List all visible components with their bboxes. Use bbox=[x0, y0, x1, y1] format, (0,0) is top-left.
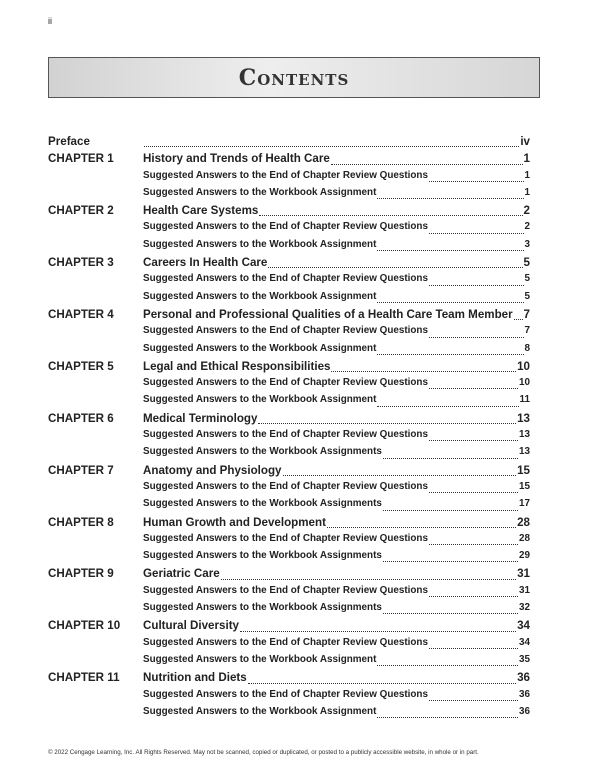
dot-leader bbox=[429, 232, 524, 234]
subsection-title: Suggested Answers to the End of Chapter Review Questions bbox=[143, 169, 428, 181]
page-ref: 7 bbox=[523, 307, 530, 321]
chapter-title: Cultural Diversity bbox=[143, 619, 239, 633]
page-ref: 15 bbox=[519, 480, 530, 492]
subsection-title: Suggested Answers to the End of Chapter Review Questions bbox=[143, 221, 428, 233]
dot-leader bbox=[377, 405, 518, 407]
dot-leader bbox=[259, 214, 522, 216]
toc-row-subsection[interactable] bbox=[48, 585, 530, 602]
page-ref: 5 bbox=[524, 290, 530, 302]
toc-row-subsection[interactable] bbox=[48, 343, 530, 360]
dot-leader bbox=[429, 595, 518, 597]
dot-leader bbox=[383, 560, 518, 562]
dot-leader bbox=[429, 387, 518, 389]
page-ref: 13 bbox=[519, 446, 530, 458]
page-ref: 31 bbox=[517, 567, 530, 581]
chapter-title: Medical Terminology bbox=[143, 411, 258, 425]
chapter-title: Geriatric Care bbox=[143, 567, 220, 581]
page-ref: 1 bbox=[523, 152, 530, 166]
dot-leader bbox=[327, 526, 516, 528]
dot-leader bbox=[429, 439, 518, 441]
page-ref: 7 bbox=[524, 325, 530, 337]
toc-row-subsection[interactable] bbox=[48, 602, 530, 619]
page-ref: 11 bbox=[519, 394, 530, 406]
page-ref: 3 bbox=[524, 238, 530, 250]
page-ref: 17 bbox=[519, 498, 530, 510]
dot-leader bbox=[258, 422, 516, 424]
dot-leader bbox=[268, 266, 522, 268]
toc-row-chapter[interactable] bbox=[48, 412, 530, 429]
chapter-title: Personal and Professional Qualities of a Health Care Team Member bbox=[143, 307, 513, 321]
dot-leader bbox=[383, 509, 518, 511]
page-ref: 8 bbox=[524, 342, 530, 354]
toc-row-subsection[interactable] bbox=[48, 187, 530, 204]
subsection-title: Suggested Answers to the End of Chapter Review Questions bbox=[143, 273, 428, 285]
chapter-label: CHAPTER 6 bbox=[48, 411, 114, 425]
chapter-title: Anatomy and Physiology bbox=[143, 463, 282, 477]
dot-leader bbox=[429, 284, 524, 286]
page-ref: 5 bbox=[524, 273, 530, 285]
dot-leader bbox=[383, 612, 518, 614]
dot-leader bbox=[331, 163, 523, 165]
subsection-title: Suggested Answers to the Workbook Assignment bbox=[143, 290, 377, 302]
chapter-title: Human Growth and Development bbox=[143, 515, 326, 529]
toc-row-subsection[interactable] bbox=[48, 533, 530, 550]
subsection-title: Suggested Answers to the Workbook Assignments bbox=[143, 446, 382, 458]
toc-row-chapter[interactable] bbox=[48, 516, 530, 533]
chapter-title: Legal and Ethical Responsibilities bbox=[143, 359, 331, 373]
toc-row-preface[interactable] bbox=[48, 135, 530, 152]
page-ref: iv bbox=[520, 135, 530, 148]
toc-row-subsection[interactable] bbox=[48, 429, 530, 446]
toc-row-subsection[interactable] bbox=[48, 446, 530, 463]
toc-row-chapter[interactable] bbox=[48, 308, 530, 325]
subsection-title: Suggested Answers to the Workbook Assignment bbox=[143, 342, 377, 354]
chapter-label: CHAPTER 5 bbox=[48, 359, 114, 373]
toc-row-chapter[interactable] bbox=[48, 204, 530, 221]
subsection-title: Suggested Answers to the End of Chapter Review Questions bbox=[143, 532, 428, 544]
toc-row-subsection[interactable] bbox=[48, 377, 530, 394]
chapter-label: CHAPTER 10 bbox=[48, 619, 121, 633]
subsection-title: Suggested Answers to the End of Chapter Review Questions bbox=[143, 688, 428, 700]
toc-row-subsection[interactable] bbox=[48, 291, 530, 308]
dot-leader bbox=[283, 474, 517, 476]
subsection-title: Suggested Answers to the Workbook Assignments bbox=[143, 498, 382, 510]
chapter-label: CHAPTER 1 bbox=[48, 152, 114, 166]
subsection-title: Suggested Answers to the End of Chapter Review Questions bbox=[143, 584, 428, 596]
page-ref: 36 bbox=[519, 705, 530, 717]
dot-leader bbox=[377, 353, 523, 355]
chapter-label: CHAPTER 9 bbox=[48, 567, 114, 581]
subsection-title: Suggested Answers to the Workbook Assignment bbox=[143, 238, 377, 250]
chapter-label: CHAPTER 3 bbox=[48, 256, 114, 270]
page-ref: 31 bbox=[519, 584, 530, 596]
toc-row-subsection[interactable] bbox=[48, 273, 530, 290]
page-ref: 32 bbox=[519, 602, 530, 614]
chapter-label: CHAPTER 2 bbox=[48, 204, 114, 218]
toc-row-subsection[interactable] bbox=[48, 498, 530, 515]
page-ref: 28 bbox=[519, 532, 530, 544]
subsection-title: Suggested Answers to the Workbook Assignment bbox=[143, 653, 377, 665]
chapter-title: Nutrition and Diets bbox=[143, 671, 247, 685]
page-ref: 35 bbox=[519, 653, 530, 665]
chapter-title: Careers In Health Care bbox=[143, 256, 268, 270]
dot-leader bbox=[377, 249, 523, 251]
toc-row-subsection[interactable] bbox=[48, 550, 530, 567]
toc-row-subsection[interactable] bbox=[48, 706, 530, 723]
page-ref: 2 bbox=[524, 221, 530, 233]
subsection-title: Suggested Answers to the Workbook Assignment bbox=[143, 705, 377, 717]
page-ref: 13 bbox=[517, 411, 530, 425]
chapter-label: CHAPTER 4 bbox=[48, 307, 114, 321]
page-ref: 1 bbox=[524, 186, 530, 198]
toc-row-chapter[interactable] bbox=[48, 619, 530, 636]
chapter-label: CHAPTER 11 bbox=[48, 671, 120, 685]
chapter-title: History and Trends of Health Care bbox=[143, 152, 330, 166]
dot-leader bbox=[429, 699, 518, 701]
page-ref: 10 bbox=[519, 377, 530, 389]
dot-leader bbox=[514, 318, 523, 320]
dot-leader bbox=[377, 716, 518, 718]
page-number: ii bbox=[48, 16, 52, 26]
subsection-title: Suggested Answers to the End of Chapter Review Questions bbox=[143, 325, 428, 337]
page-ref: 36 bbox=[519, 688, 530, 700]
chapter-label: CHAPTER 8 bbox=[48, 515, 114, 529]
toc-row-chapter[interactable] bbox=[48, 464, 530, 481]
toc-row-subsection[interactable] bbox=[48, 394, 530, 411]
subsection-title: Suggested Answers to the End of Chapter Review Questions bbox=[143, 429, 428, 441]
page-ref: 2 bbox=[523, 204, 530, 218]
subsection-title: Suggested Answers to the End of Chapter Review Questions bbox=[143, 377, 428, 389]
subsection-title: Suggested Answers to the Workbook Assignment bbox=[143, 186, 377, 198]
page-title: Contents bbox=[238, 64, 350, 91]
toc-row-subsection[interactable] bbox=[48, 654, 530, 671]
dot-leader bbox=[331, 370, 516, 372]
chapter-title: Health Care Systems bbox=[143, 204, 259, 218]
page-ref: 28 bbox=[517, 515, 530, 529]
dot-leader bbox=[240, 630, 516, 632]
toc-row-subsection[interactable] bbox=[48, 325, 530, 342]
dot-leader bbox=[377, 301, 523, 303]
chapter-label: CHAPTER 7 bbox=[48, 463, 114, 477]
page-ref: 13 bbox=[519, 429, 530, 441]
preface-label: Preface bbox=[48, 135, 90, 148]
page-ref: 34 bbox=[517, 619, 530, 633]
copyright-footer: © 2022 Cengage Learning, Inc. All Rights Reserved. May not be scanned, copied or duplicated, or posted to a publicly accessible website, in whole or in part. bbox=[48, 749, 479, 756]
contents-title-band bbox=[48, 57, 540, 98]
dot-leader bbox=[429, 647, 518, 649]
dot-leader bbox=[248, 682, 516, 684]
page-ref: 34 bbox=[519, 636, 530, 648]
toc-row-subsection[interactable] bbox=[48, 221, 530, 238]
subsection-title: Suggested Answers to the Workbook Assignments bbox=[143, 550, 382, 562]
dot-leader bbox=[429, 180, 524, 182]
dot-leader bbox=[429, 491, 518, 493]
dot-leader bbox=[144, 145, 519, 147]
dot-leader bbox=[429, 543, 518, 545]
toc-row-subsection[interactable] bbox=[48, 689, 530, 706]
toc-row-subsection[interactable] bbox=[48, 170, 530, 187]
toc-row-chapter[interactable] bbox=[48, 567, 530, 584]
page-ref: 5 bbox=[523, 256, 530, 270]
toc-row-chapter[interactable] bbox=[48, 360, 530, 377]
toc-row-chapter[interactable] bbox=[48, 671, 530, 688]
toc-row-chapter[interactable] bbox=[48, 152, 530, 169]
dot-leader bbox=[221, 578, 516, 580]
page-ref: 29 bbox=[519, 550, 530, 562]
toc-row-chapter[interactable] bbox=[48, 256, 530, 273]
page-ref: 36 bbox=[517, 671, 530, 685]
dot-leader bbox=[377, 664, 518, 666]
subsection-title: Suggested Answers to the Workbook Assignment bbox=[143, 394, 377, 406]
subsection-title: Suggested Answers to the End of Chapter Review Questions bbox=[143, 480, 428, 492]
page-ref: 10 bbox=[517, 359, 530, 373]
toc-row-subsection[interactable] bbox=[48, 637, 530, 654]
toc-row-subsection[interactable] bbox=[48, 481, 530, 498]
page-ref: 1 bbox=[524, 169, 530, 181]
table-of-contents bbox=[48, 135, 530, 723]
subsection-title: Suggested Answers to the End of Chapter Review Questions bbox=[143, 636, 428, 648]
dot-leader bbox=[429, 336, 524, 338]
page-ref: 15 bbox=[517, 463, 530, 477]
toc-row-subsection[interactable] bbox=[48, 239, 530, 256]
dot-leader bbox=[377, 197, 523, 199]
dot-leader bbox=[383, 457, 518, 459]
subsection-title: Suggested Answers to the Workbook Assignments bbox=[143, 602, 382, 614]
